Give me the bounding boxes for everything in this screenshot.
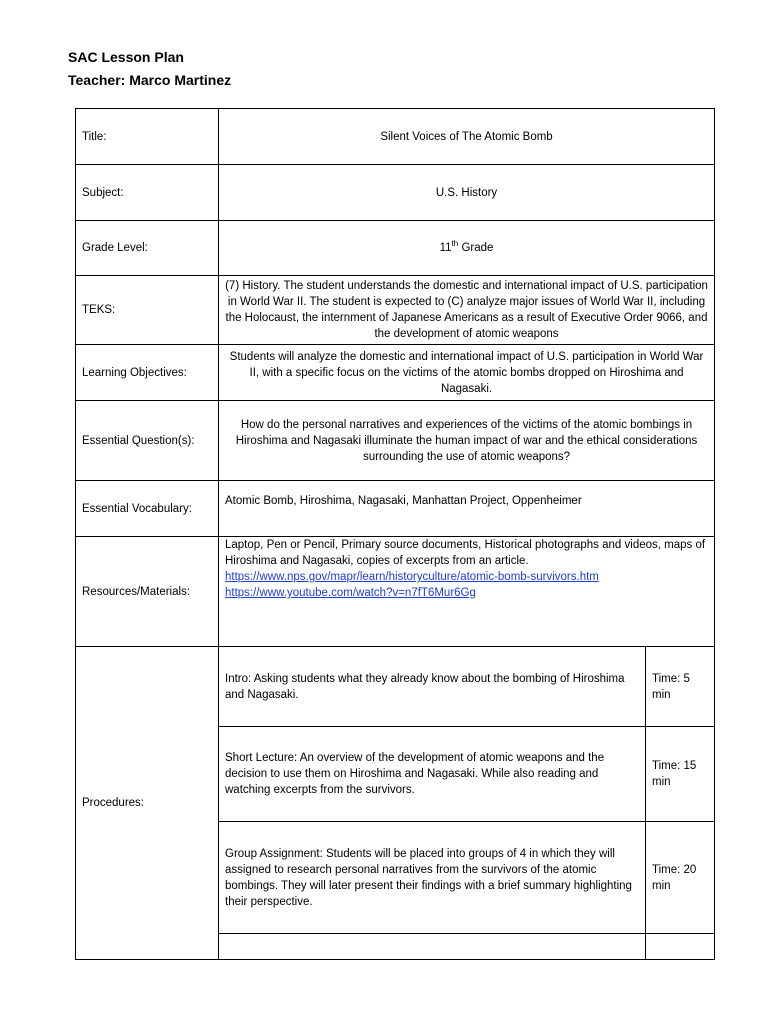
procedure-step-time: Time: 20 min <box>646 822 715 934</box>
title-value: Silent Voices of The Atomic Bomb <box>219 109 715 165</box>
empty-cell <box>646 934 715 960</box>
grade-ordinal-suffix: th <box>451 239 459 249</box>
document-header <box>68 46 231 92</box>
resources-materials-cell <box>219 537 715 647</box>
grade-level-value <box>219 221 715 276</box>
procedures-label: Procedures: <box>76 647 219 960</box>
grade-number: 11 <box>439 242 452 254</box>
row-resources-materials <box>76 537 715 647</box>
row-title <box>76 109 715 165</box>
youtube-video-link[interactable]: https://www.youtube.com/watch?v=n7fT6Mur6Gg <box>225 587 476 599</box>
row-teks <box>76 276 715 345</box>
procedure-step-text: Intro: Asking students what they already know about the bombing of Hiroshima and Nagasaki. <box>219 647 646 727</box>
essential-vocabulary-label: Essential Vocabulary: <box>76 481 219 537</box>
grade-level-label: Grade Level: <box>76 221 219 276</box>
document-title: SAC Lesson Plan <box>68 49 184 65</box>
teks-value: (7) History. The student understands the domestic and international impact of U.S. participation in World War II. The student is expected to (C) analyze major issues of World War II, including the Holocaust, the internment of Japanese Americans as a result of Executive Order 9066, and the development of atomic weapons <box>219 276 715 345</box>
row-essential-questions <box>76 401 715 481</box>
title-label: Title: <box>76 109 219 165</box>
procedure-step-time: Time: 15 min <box>646 727 715 822</box>
teks-label: TEKS: <box>76 276 219 345</box>
procedure-step-text: Short Lecture: An overview of the development of atomic weapons and the decision to use them on Hiroshima and Nagasaki. While also reading and watching excerpts from the survivors. <box>219 727 646 822</box>
row-subject <box>76 165 715 221</box>
lesson-plan-table <box>75 108 715 960</box>
procedure-step-intro <box>76 647 715 727</box>
essential-questions-value: How do the personal narratives and experiences of the victims of the atomic bombings in Hiroshima and Nagasaki illuminate the human impact of war and the ethical considerations surrounding the use of atomic weapons? <box>219 401 715 481</box>
resources-materials-label: Resources/Materials: <box>76 537 219 647</box>
empty-cell <box>219 934 646 960</box>
grade-word: Grade <box>461 242 494 254</box>
teacher-name: Teacher: Marco Martinez <box>68 72 232 88</box>
subject-value: U.S. History <box>219 165 715 221</box>
row-learning-objectives <box>76 345 715 401</box>
nps-survivors-link[interactable]: https://www.nps.gov/mapr/learn/historyculture/atomic-bomb-survivors.htm <box>225 571 599 583</box>
row-essential-vocabulary <box>76 481 715 537</box>
row-grade-level <box>76 221 715 276</box>
learning-objectives-label: Learning Objectives: <box>76 345 219 401</box>
essential-questions-label: Essential Question(s): <box>76 401 219 481</box>
learning-objectives-value: Students will analyze the domestic and international impact of U.S. participation in World War II, with a specific focus on the victims of the atomic bombs dropped on Hiroshima and Nagasaki. <box>219 345 715 401</box>
resources-materials-text: Laptop, Pen or Pencil, Primary source documents, Historical photographs and videos, maps of Hiroshima and Nagasaki, copies of excerpts from an article. <box>225 539 706 567</box>
subject-label: Subject: <box>76 165 219 221</box>
procedure-step-time: Time: 5 min <box>646 647 715 727</box>
essential-vocabulary-value: Atomic Bomb, Hiroshima, Nagasaki, Manhattan Project, Oppenheimer <box>219 481 715 537</box>
procedure-step-text: Group Assignment: Students will be placed into groups of 4 in which they will assigned to research personal narratives from the survivors of the atomic bombings. They will later present their findings with a brief summary highlighting their perspective. <box>219 822 646 934</box>
